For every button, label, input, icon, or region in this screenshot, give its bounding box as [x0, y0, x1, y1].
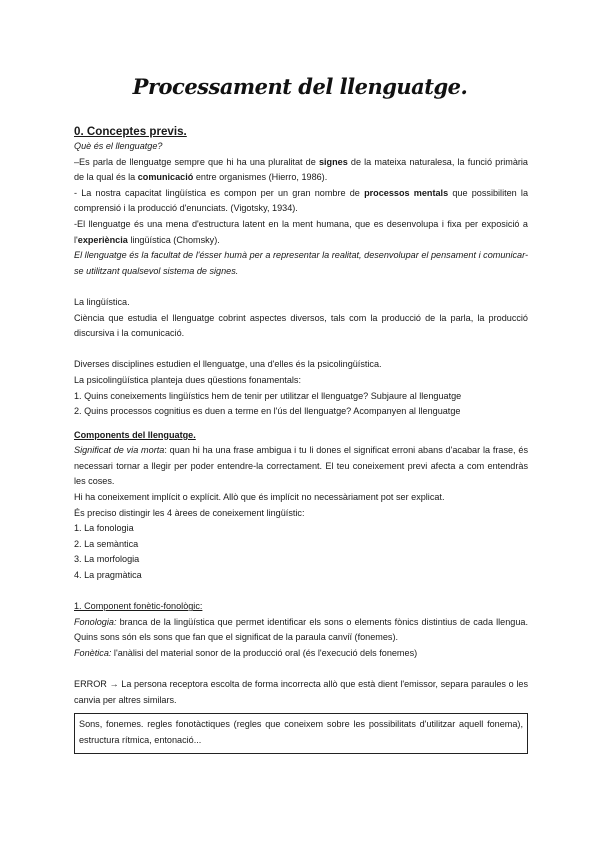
text-span: branca de la lingüística que permet identificar els sons o elements fònics distintius de cada llengua. Quins sons són els sons que fan que el significat de la paraula canviï (fonemes).	[74, 616, 528, 643]
paragraph-implicit: Hi ha coneixement implícit o explícit. Allò que és implícit no necessàriament pot ser explicat.	[74, 492, 445, 503]
italic-term: Fonologia:	[74, 616, 117, 627]
text-span: -El llenguatge és una mena d'estructura latent en la ment humana, que es desenvolupa i fixa per exposició a l'	[74, 218, 528, 245]
summary-box: Sons, fonemes. regles fonotàctiques (regles que coneixem sobre les possibilitats d'utilitzar aquell fonema), estructura rítmica, entonació...	[74, 713, 528, 753]
list-item: 4. La pragmàtica	[74, 570, 142, 581]
list-item: 2. La semàntica	[74, 538, 139, 549]
paragraph-hierro	[74, 155, 528, 186]
italic-term: Fonètica:	[74, 648, 112, 658]
paragraph-vigotsky	[74, 186, 528, 217]
spacer	[74, 420, 528, 428]
text-span: l'anàlisi del material sonor de la producció oral (és l'execució dels fonemes)	[111, 648, 418, 658]
bold-term: comunicació	[137, 172, 194, 183]
linguistics-paragraph: Ciència que estudia el llenguatge cobrint aspectes diversos, tals com la producció de la parla, la producció discursiva i la comunicació.	[74, 312, 528, 339]
section-heading-concepts: 0. Conceptes previs.	[74, 125, 187, 138]
spacer	[74, 662, 528, 678]
italic-term: Significat de via morta	[74, 445, 165, 456]
spacer	[74, 342, 528, 358]
bold-term: processos mentals	[364, 187, 449, 198]
text-span: –Es parla de llenguatge sempre que hi ha una pluralitat de	[74, 156, 319, 167]
list-item: 1. La fonologia	[74, 523, 134, 534]
document-body	[74, 124, 528, 754]
section-heading-phonetic: 1. Component fonètic-fonològic:	[74, 601, 203, 612]
question-2: 2. Quins processos cognitius es duen a terme en l'ús del llenguatge? Acompanyen al llenguatge	[74, 406, 461, 417]
areas-list	[74, 521, 528, 583]
section-heading-components: Components del llenguatge.	[74, 429, 196, 440]
text-span: : quan hi ha una frase ambigua i tu li dones el significat erroni abans d'acabar la frase, és necessari tornar a llegir per poder entendre-la correctament. El teu coneixement previ afecta a com entendràs les coses.	[74, 445, 528, 487]
text-span: lingüística (Chomsky).	[127, 234, 220, 245]
bold-term: experiència	[77, 234, 128, 245]
paragraph-phonology	[74, 615, 528, 646]
question-1: 1. Quins coneixements lingüístics hem de tenir per utilitzar el llenguatge? Subjaure al llenguatge	[74, 390, 462, 401]
paragraph-error: ERROR → La persona receptora escolta de forma incorrecta allò que està dient l'emissor, separa paraules o les canvia per altres similars.	[74, 679, 528, 705]
list-item: 3. La morfologia	[74, 554, 140, 565]
text-span: que possibiliten la comprensió i la producció d'enunciats. (Vigotsky, 1934).	[74, 187, 529, 214]
paragraph-chomsky	[74, 217, 528, 248]
question-line: Què és el llenguatge?	[74, 141, 163, 151]
text-span: - La nostra capacitat lingüística es compon per un gran nombre de	[74, 187, 365, 198]
paragraph-phonetics	[74, 646, 528, 662]
text-span: de la mateixa naturalesa, la funció primària de la qual és la	[74, 156, 528, 183]
linguistics-title: La lingüística.	[74, 296, 130, 307]
page-title: Processament del llenguatge.	[132, 74, 468, 99]
spacer	[74, 279, 528, 295]
paragraph-areas: És preciso distingir les 4 àrees de coneixement lingüístic:	[74, 507, 305, 518]
psycholinguistics-questions-intro: La psicolingüística planteja dues qüestions fonamentals:	[74, 374, 301, 385]
psycholinguistics-intro: Diverses disciplines estudien el llenguatge, una d'elles és la psicolingüística.	[74, 359, 382, 370]
paragraph-definition: El llenguatge és la facultat de l'ésser humà per a representar la realitat, desenvolupar el pensament i comunicar-se utilitzant qualsevol sistema de signes.	[74, 250, 528, 276]
bold-term: signes	[318, 156, 348, 167]
paragraph-via-morta	[74, 443, 528, 490]
text-span: entre organismes (Hierro, 1986).	[193, 172, 328, 183]
spacer	[74, 584, 528, 600]
